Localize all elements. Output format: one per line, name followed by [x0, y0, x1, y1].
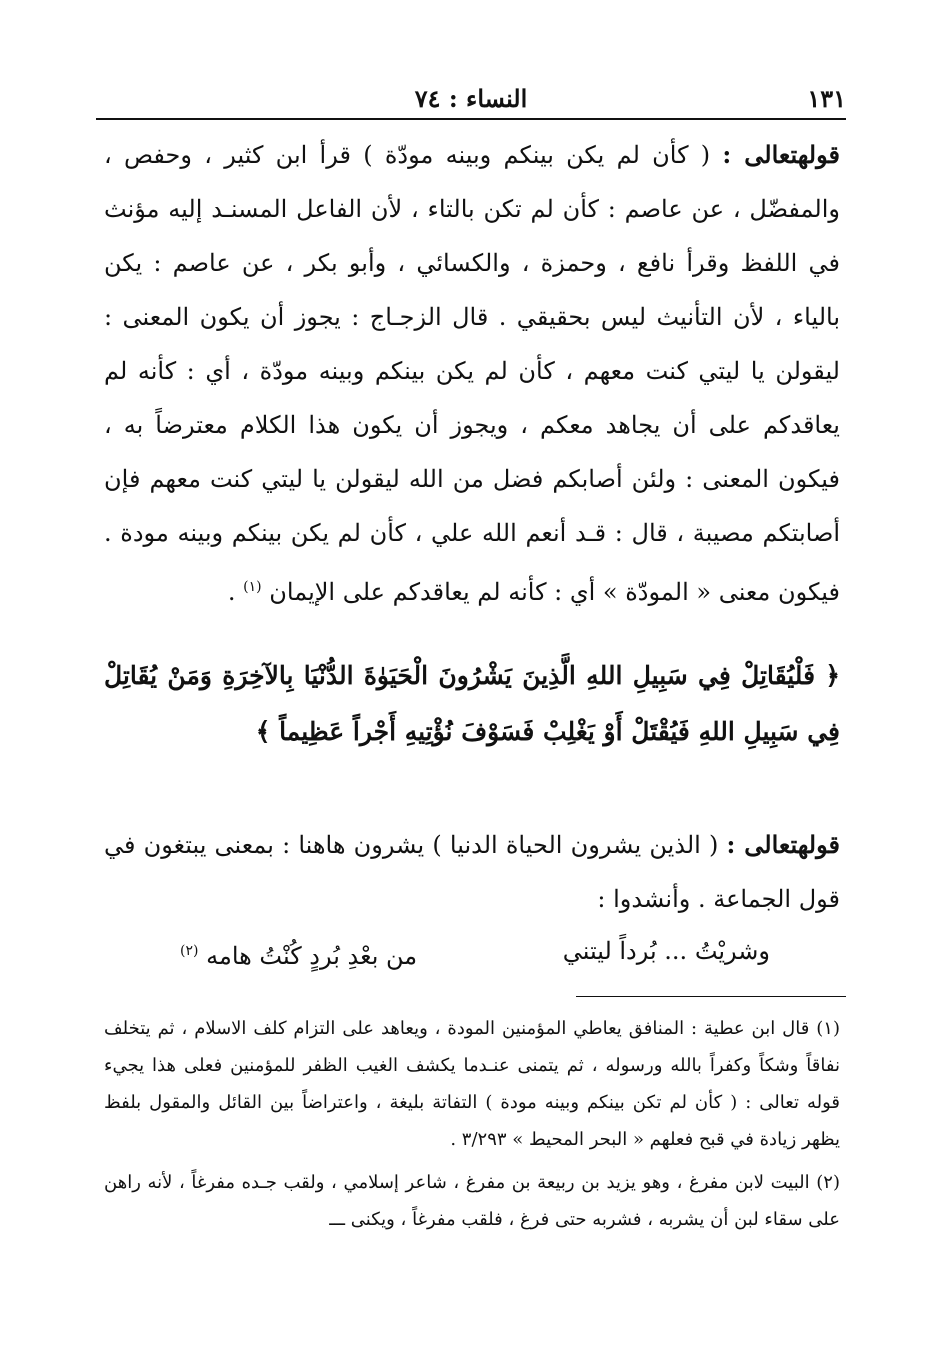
commentary-paragraph: [104, 128, 840, 619]
footnote-2: [104, 1164, 840, 1238]
section-label: قولهتعالى :: [722, 140, 840, 169]
footnote-reference: (٢): [180, 943, 199, 959]
footnotes: [104, 1010, 840, 1244]
poem-hemistich-second-wrap: [180, 924, 417, 983]
footnote-number: (١): [816, 1018, 840, 1039]
commentary-text: ( كأن لم يكن بينكم وبينه مودّة ) قرأ ابن كثير ، وحفص ، والمفضّل ، عن عاصم : كأن لم تكن بالتاء ، لأن الفاعل المسنـد إليه مؤنث في اللفظ وقرأ نافع ، وحمزة ، والكسائي ، وأبو بكر ، عن عاصم : يكن بالياء ، لأن التأنيث ليس بحقيقي . قال الزجـاج : يجوز أن يكون المعنى : ليقولن يا ليتي كنت معهم ، كأن لم يكن بينكم وبينه مودّة ، أي : كأنه لم يعاقدكم على أن يجاهد معكم ، ويجوز أن يكون هذا الكلام معترضاً به ، فيكون المعنى : ولئن أصابكم فضل من الله ليقولن يا ليتي كنت معهم فإن أصابتكم مصيبة ، قال : قـد أنعم الله علي ، كأن لم يكن بينكم وبينه مودة . فيكون معنى « المودّة » أي : كأنه لم يعاقدكم على الإيمان: [104, 141, 840, 606]
commentary-section-1: [104, 128, 840, 619]
sentence-end: .: [227, 578, 236, 606]
page-number: ١٣١: [807, 84, 846, 113]
commentary-text: ( الذين يشرون الحياة الدنيا ) يشرون هاهنا : بمعنى يبتغون في قول الجماعة . وأنشدوا :: [104, 831, 840, 913]
poem-hemistich-second: من بعْدِ بُردٍ كُنْتُ هامه: [206, 942, 418, 970]
footnote-reference: (١): [243, 579, 262, 595]
page-header: [96, 82, 846, 120]
footnote-text: قال ابن عطية : المنافق يعاطي المؤمنين المودة ، ويعاهد على التزام كلف الاسلام ، ثم يتخلف نفاقاً وشكاً وكفراً بالله ورسوله ، ثم يتمنى عنـدما يكشف الغيب الظفر للمؤمنين فعلى هذا يجيء قوله تعالى : ( كأن لم تكن بينكم وبينه مودة ) التفاتة بليغة ، واعتراضاً بين القائل والمقول بلفظ يظهر زيادة في قبح فعلهم « البحر المحيط » ٣/٢٩٣ .: [104, 1018, 840, 1150]
quran-verse: ﴿ فَلْيُقَاتِلْ فِي سَبِيلِ اللهِ الَّذِينَ يَشْرُونَ الْحَيَوٰةَ الدُّنْيَا بِالآخِرَةِ وَمَنْ يُقَاتِلْ فِي سَبِيلِ اللهِ فَيُقْتَلْ أَوْ يَغْلِبْ فَسَوْفَ نُؤْتِيهِ أَجْراً عَظِيماً ﴾: [104, 661, 840, 746]
poem-hemistich-first: وشريْتُ ... بُرداً ليتني: [562, 937, 770, 965]
footnote-text: البيت لابن مفرغ ، وهو يزيد بن ربيعة بن مفرغ ، شاعر إسلامي ، ولقب جـده مفرغاً ، لأنه راهن على سقاء لبن أن يشربه ، فشربه حتى فرغ ، فلقب مفرغاً ، ويكنى ـــ: [104, 1172, 840, 1230]
section-label: قولهتعالى :: [726, 830, 840, 859]
surah-verse-label: النساء : ٧٤: [414, 84, 528, 113]
footnote-1: [104, 1010, 840, 1158]
footnote-divider: [576, 996, 846, 997]
footnote-number: (٢): [816, 1172, 840, 1193]
commentary-section-2: [104, 818, 840, 926]
